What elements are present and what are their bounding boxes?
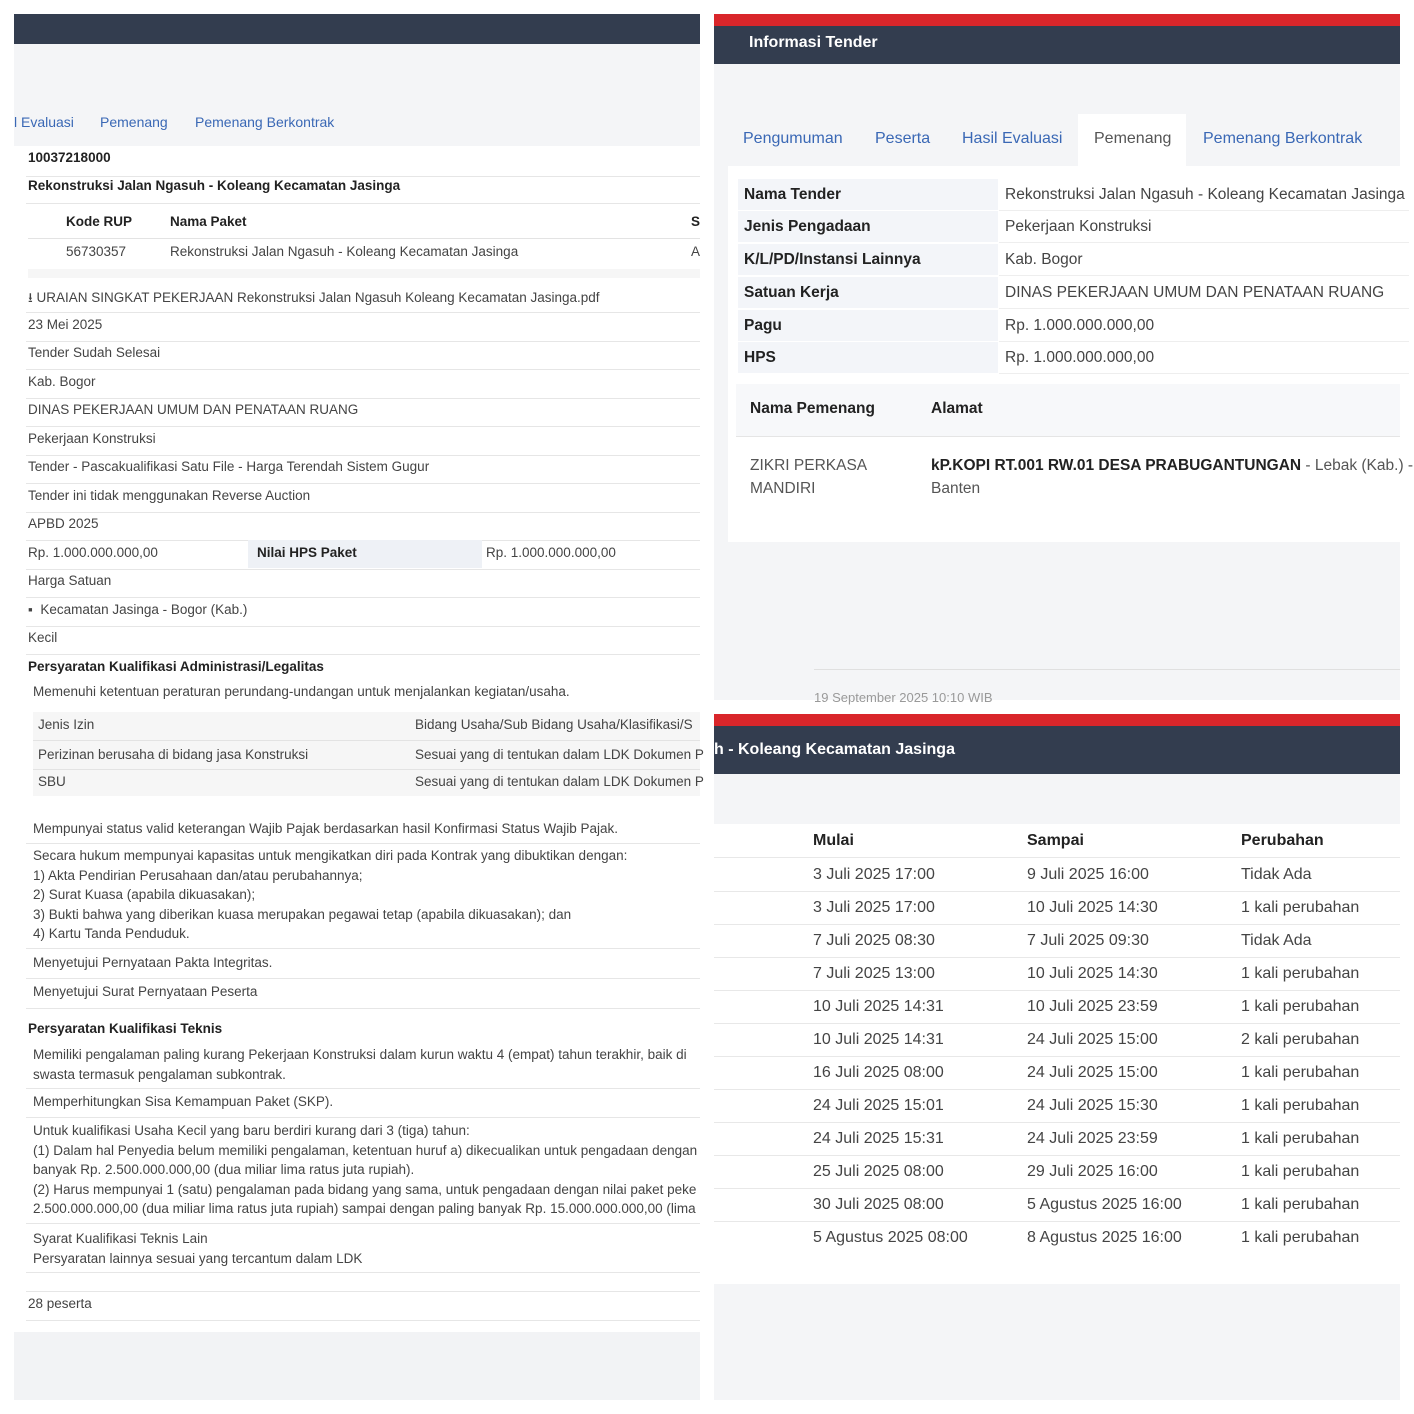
winner-header: Nama Pemenang Alamat [736, 384, 1400, 437]
teknis-title: Persyaratan Kualifikasi Teknis [28, 1021, 223, 1036]
nilai-hps: Rp. 1.000.000.000,00 [486, 545, 616, 560]
tab-pemenang[interactable]: Pemenang [1094, 130, 1172, 147]
syarat-skp: Memperhitungkan Sisa Kemampuan Paket (SKP). [33, 1094, 334, 1109]
surat-pernyataan: Menyetujui Surat Pernyataan Peserta [33, 984, 258, 999]
perubahan-link[interactable]: 1 kali perubahan [1241, 899, 1360, 916]
satuan-kerja: DINAS PEKERJAAN UMUM DAN PENATAAN RUANG [28, 402, 359, 417]
tab-peserta[interactable]: Peserta [875, 130, 931, 147]
accent-bar [714, 14, 1400, 26]
info-row: Jenis Pengadaan Pekerjaan Konstruksi [744, 211, 1400, 243]
syarat-teknis-lain: Syarat Kualifikasi Teknis Lain Persyaratan lainnya sesuai yang tercantum dalam LDK [33, 1231, 363, 1266]
tab-hasil-evaluasi[interactable]: Hasil Evaluasi [962, 130, 1063, 147]
nama-tender: Rekonstruksi Jalan Ngasuh - Koleang Kecamatan Jasinga [28, 178, 401, 193]
nilai-pagu: Rp. 1.000.000.000,00 [28, 545, 158, 560]
rup-table [28, 206, 700, 278]
adm-title: Persyaratan Kualifikasi Administrasi/Legalitas [28, 659, 324, 674]
tab-pemenang[interactable]: Pemenang [100, 114, 168, 130]
table-row: 10 Juli 2025 14:31 10 Juli 2025 23:59 1 kali perubahan [714, 990, 1400, 1024]
tab-pengumuman[interactable]: Pengumuman [743, 130, 843, 147]
table-row: 7 Juli 2025 13:00 10 Juli 2025 14:30 1 kali perubahan [714, 957, 1400, 991]
perubahan-link[interactable]: 1 kali perubahan [1241, 1097, 1360, 1114]
info-row: HPS Rp. 1.000.000.000,00 [744, 342, 1400, 374]
informasi-tender-panel [714, 14, 1414, 705]
syarat-usaha-kecil: Untuk kualifikasi Usaha Kecil yang baru berdiri kurang dari 3 (tiga) tahun: (1) Dalam hal Penyedia belum memiliki pengalaman, ketentuan huruf a) dikecualikan untuk pengadaan dengan banyak Rp. 2.500.000.000,00 (dua miliar lima ratus juta rupiah). (2) Harus mempunyai 1 (satu) pengalaman pada bidang yang sama, untuk pengadaan dengan nilai paket peke 2.500.000.000,00 (dua miliar lima ratus juta rupiah) sampai dengan paling banyak Rp. 15.000.000.000,00 (lima [33, 1123, 698, 1216]
rup-header-kode: Kode RUP [66, 214, 133, 229]
info-row: Satuan Kerja DINAS PEKERJAAN UMUM DAN PENATAAN RUANG [744, 277, 1400, 309]
info-row: K/L/PD/Instansi Lainnya Kab. Bogor [744, 244, 1400, 276]
rup-nama: Rekonstruksi Jalan Ngasuh - Koleang Kecamatan Jasinga [170, 244, 519, 259]
winner-address: kP.KOPI RT.001 RW.01 DESA PRABUGANTUNGAN - Lebak (Kab.) - Banten [931, 457, 1414, 497]
izin-row-bidang: Sesuai yang di tentukan dalam LDK Dokumen P [415, 774, 704, 789]
table-row: 3 Juli 2025 17:00 9 Juli 2025 16:00 Tidak Ada [714, 858, 1400, 892]
table-row: 16 Juli 2025 08:00 24 Juli 2025 15:00 1 kali perubahan [714, 1056, 1400, 1090]
download-icon: ⭳ [28, 290, 33, 305]
syarat-hukum: Secara hukum mempunyai kapasitas untuk mengikatkan diri pada Kontrak yang dibuktikan dengan: 1) Akta Pendirian Perusahaan dan/atau perubahannya; 2) Surat Kuasa (apabila dikuasakan); 3) Bukti bahwa yang diberikan kuasa merupakan pegawai tetap (apabila dikuasakan); dan 4) Kartu Tanda Penduduk. [33, 848, 628, 941]
izin-header-jenis: Jenis Izin [38, 717, 95, 732]
izin-table [33, 712, 704, 796]
perubahan-link[interactable]: 1 kali perubahan [1241, 965, 1360, 982]
perubahan-link[interactable]: 1 kali perubahan [1241, 1130, 1360, 1147]
reverse-auction: Tender ini tidak menggunakan Reverse Auction [28, 488, 311, 503]
tab-bar [14, 44, 700, 146]
syarat-pengalaman: Memiliki pengalaman paling kurang Pekerjaan Konstruksi dalam kurun waktu 4 (empat) tahun terakhir, baik di swasta termasuk pengalaman subkontrak. [33, 1047, 687, 1082]
panel-title: h - Koleang Kecamatan Jasinga [714, 741, 955, 758]
izin-row-jenis: SBU [38, 774, 66, 789]
perubahan-link[interactable]: 1 kali perubahan [1241, 1163, 1360, 1180]
table-row: 10 Juli 2025 14:31 24 Juli 2025 15:00 2 kali perubahan [714, 1023, 1400, 1057]
bullet-icon: ▪ [28, 602, 33, 617]
perubahan-link[interactable]: 1 kali perubahan [1241, 1196, 1360, 1213]
kl-pd: Kab. Bogor [28, 374, 96, 389]
perubahan-link[interactable]: 2 kali perubahan [1241, 1031, 1360, 1048]
table-row: 24 Juli 2025 15:01 24 Juli 2025 15:30 1 kali perubahan [714, 1089, 1400, 1123]
table-row: 7 Juli 2025 08:30 7 Juli 2025 09:30 Tidak Ada [714, 924, 1400, 958]
tab-pemenang-berkontrak[interactable]: Pemenang Berkontrak [1203, 130, 1363, 147]
jenis-kontrak: Harga Satuan [28, 573, 112, 588]
winner-name: ZIKRI PERKASA MANDIRI [750, 457, 868, 497]
rup-header-nama: Nama Paket [170, 214, 247, 229]
tab-pemenang-berkontrak[interactable]: Pemenang Berkontrak [195, 114, 335, 130]
lokasi-pekerjaan: ▪ Kecamatan Jasinga - Bogor (Kab.) [28, 602, 248, 617]
adm-intro: Memenuhi ketentuan peraturan perundang-undangan untuk menjalankan kegiatan/usaha. [33, 684, 570, 699]
metode-pengadaan: Tender - Pascakualifikasi Satu File - Harga Terendah Sistem Gugur [28, 459, 430, 474]
footer [14, 1332, 700, 1400]
perubahan-link[interactable]: 1 kali perubahan [1241, 1064, 1360, 1081]
header-bar [14, 14, 700, 44]
pakta-integritas: Menyetujui Pernyataan Pakta Integritas. [33, 955, 273, 970]
kode-tender: 10037218000 [28, 150, 111, 165]
perubahan-link[interactable]: 1 kali perubahan [1241, 998, 1360, 1015]
table-row: 5 Agustus 2025 08:00 8 Agustus 2025 16:00 1 kali perubahan [813, 1229, 1360, 1246]
jadwal-tender-panel [714, 714, 1400, 1400]
perubahan-link[interactable]: 1 kali perubahan [1241, 1229, 1360, 1246]
syarat-pajak: Mempunyai status valid keterangan Wajib Pajak berdasarkan hasil Konfirmasi Status Wajib Pajak. [33, 821, 619, 836]
table-row: 24 Juli 2025 15:31 24 Juli 2025 23:59 1 kali perubahan [714, 1122, 1400, 1156]
izin-row-bidang: Sesuai yang di tentukan dalam LDK Dokumen P [415, 747, 704, 762]
hps-label: Nilai HPS Paket [257, 545, 357, 560]
panel-title: Informasi Tender [749, 34, 878, 51]
tahun-anggaran: APBD 2025 [28, 516, 99, 531]
rup-header-s: S [691, 214, 701, 229]
accent-bar [714, 714, 1400, 726]
izin-header-bidang: Bidang Usaha/Sub Bidang Usaha/Klasifikasi/S [415, 717, 693, 732]
info-row: Pagu Rp. 1.000.000.000,00 [744, 310, 1400, 342]
table-row: 3 Juli 2025 17:00 10 Juli 2025 14:30 1 kali perubahan [714, 891, 1400, 925]
table-row: 25 Juli 2025 08:00 29 Juli 2025 16:00 1 kali perubahan [714, 1155, 1400, 1189]
jenis-pengadaan: Pekerjaan Konstruksi [28, 431, 156, 446]
tender-detail-panel [14, 14, 704, 1400]
tender-status-link[interactable]: Tender Sudah Selesai [28, 345, 161, 360]
timestamp: 19 September 2025 10:10 WIB [814, 690, 993, 705]
download-link[interactable]: ⭳ URAIAN SINGKAT PEKERJAAN Rekonstruksi Jalan Ngasuh Koleang Kecamatan Jasinga.pdf [28, 290, 600, 305]
tanggal-pembuatan: 23 Mei 2025 [28, 317, 103, 332]
izin-row-jenis: Perizinan berusaha di bidang jasa Konstruksi [38, 747, 309, 762]
jadwal-table [714, 824, 1400, 1284]
pemenang-card [728, 166, 1414, 542]
rup-a: A [691, 244, 701, 259]
tab-evaluasi[interactable]: l Evaluasi [14, 114, 74, 130]
kualifikasi-usaha: Kecil [28, 630, 58, 645]
info-row: Nama Tender Rekonstruksi Jalan Ngasuh - Koleang Kecamatan Jasinga [744, 179, 1400, 211]
table-row: 30 Juli 2025 08:00 5 Agustus 2025 16:00 1 kali perubahan [714, 1188, 1400, 1222]
jumlah-peserta: 28 peserta [28, 1296, 92, 1311]
table-header: Mulai Sampai Perubahan [714, 824, 1400, 858]
rup-kode: 56730357 [66, 244, 127, 259]
